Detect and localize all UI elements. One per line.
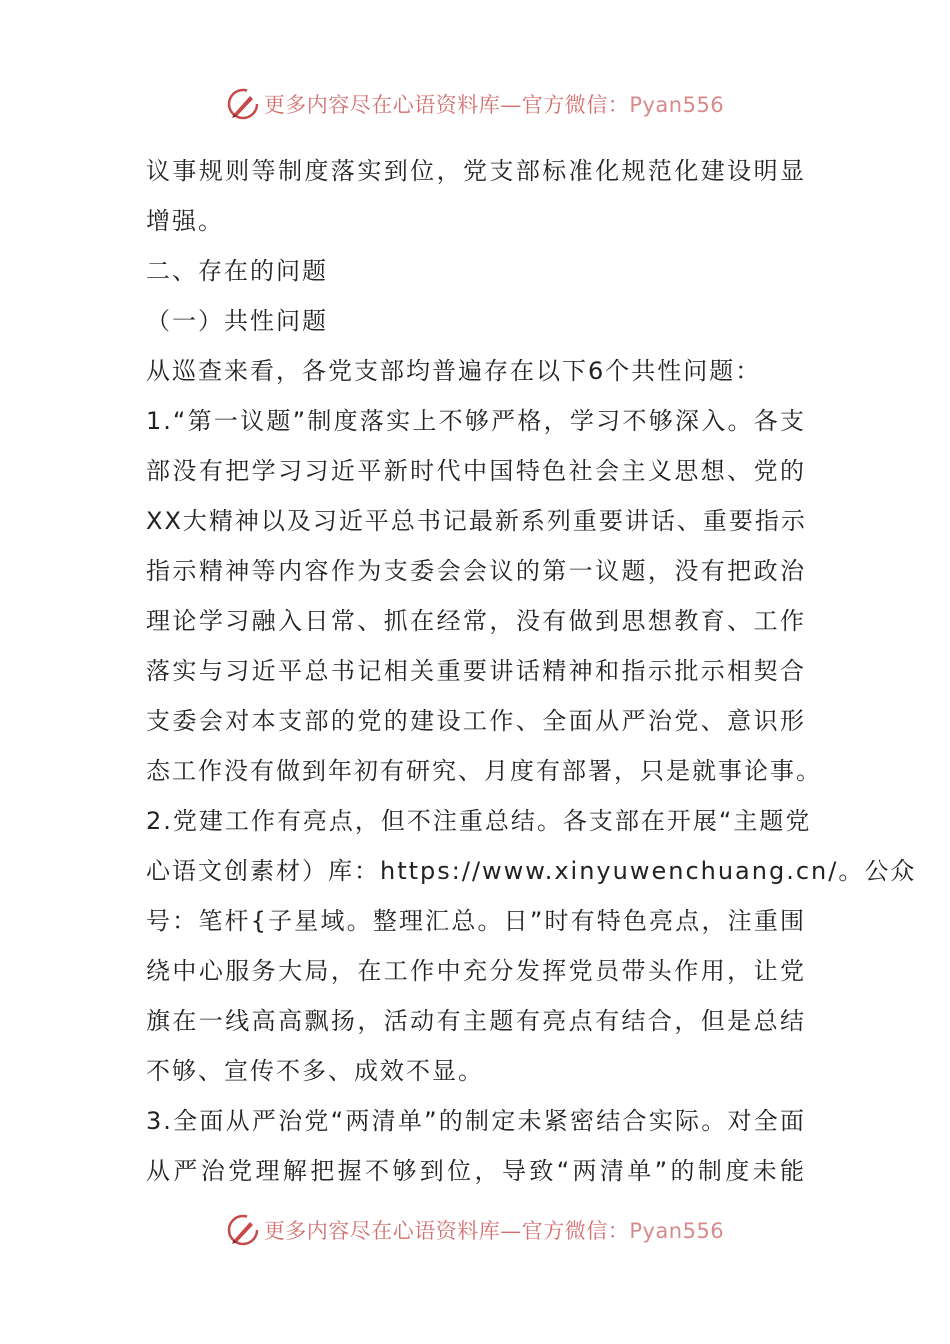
text-line: 从严治党理解把握不够到位，导致“两清单”的制度未能 <box>146 1157 806 1185</box>
wechat-id: Pyan556 <box>629 1219 725 1243</box>
text-line: XX大精神以及习近平总书记最新系列重要讲话、重要指示 <box>146 507 807 535</box>
text-line: 理论学习融入日常、抓在经常，没有做到思想教育、工作 <box>146 607 806 635</box>
document-body <box>146 146 917 1196</box>
watermark-text: 更多内容尽在心语资料库—官方微信：Pyan556 <box>263 93 725 117</box>
text-line: 心语文创素材）库：https://www.xinyuwenchuang.cn/。公众 <box>146 857 917 885</box>
text-line: 指示精神等内容作为支委会会议的第一议题，没有把政治 <box>146 557 806 585</box>
watermark-text: 更多内容尽在心语资料库—官方微信：Pyan556 <box>263 1219 725 1243</box>
text-line: 部没有把学习习近平新时代中国特色社会主义思想、党的 <box>146 457 806 485</box>
text-line: 议事规则等制度落实到位，党支部标准化规范化建设明显 <box>146 157 806 185</box>
text-line: 绕中心服务大局，在工作中充分发挥党员带头作用，让党 <box>146 957 806 985</box>
text-line: 增强。 <box>146 207 224 235</box>
text-line: 不够、宣传不多、成效不显。 <box>146 1057 484 1085</box>
text-line: （一）共性问题 <box>146 307 328 335</box>
text-line: 3.全面从严治党“两清单”的制定未紧密结合实际。对全面 <box>146 1107 806 1135</box>
text-line: 二、存在的问题 <box>146 257 328 285</box>
text-line: 旗在一线高高飘扬，活动有主题有亮点有结合，但是总结 <box>146 1007 806 1035</box>
wechat-id: Pyan556 <box>629 93 725 117</box>
text-line: 支委会对本支部的党的建设工作、全面从严治党、意识形 <box>146 707 806 735</box>
pen-in-circle-icon <box>226 1213 260 1247</box>
text-line: 1.“第一议题”制度落实上不够严格，学习不够深入。各支 <box>146 407 806 435</box>
text-line: 号：笔杆{子星域。整理汇总。日”时有特色亮点，注重围 <box>146 907 806 935</box>
watermark-footer <box>0 1210 950 1250</box>
text-line: 2.党建工作有亮点，但不注重总结。各支部在开展“主题党 <box>146 807 812 835</box>
text-line: 从巡查来看，各党支部均普遍存在以下6个共性问题： <box>146 357 762 385</box>
pen-in-circle-icon <box>226 87 260 121</box>
text-line: 落实与习近平总书记相关重要讲话精神和指示批示相契合 <box>146 657 806 685</box>
text-line: 态工作没有做到年初有研究、月度有部署，只是就事论事。 <box>146 757 822 785</box>
watermark-header <box>0 84 950 124</box>
